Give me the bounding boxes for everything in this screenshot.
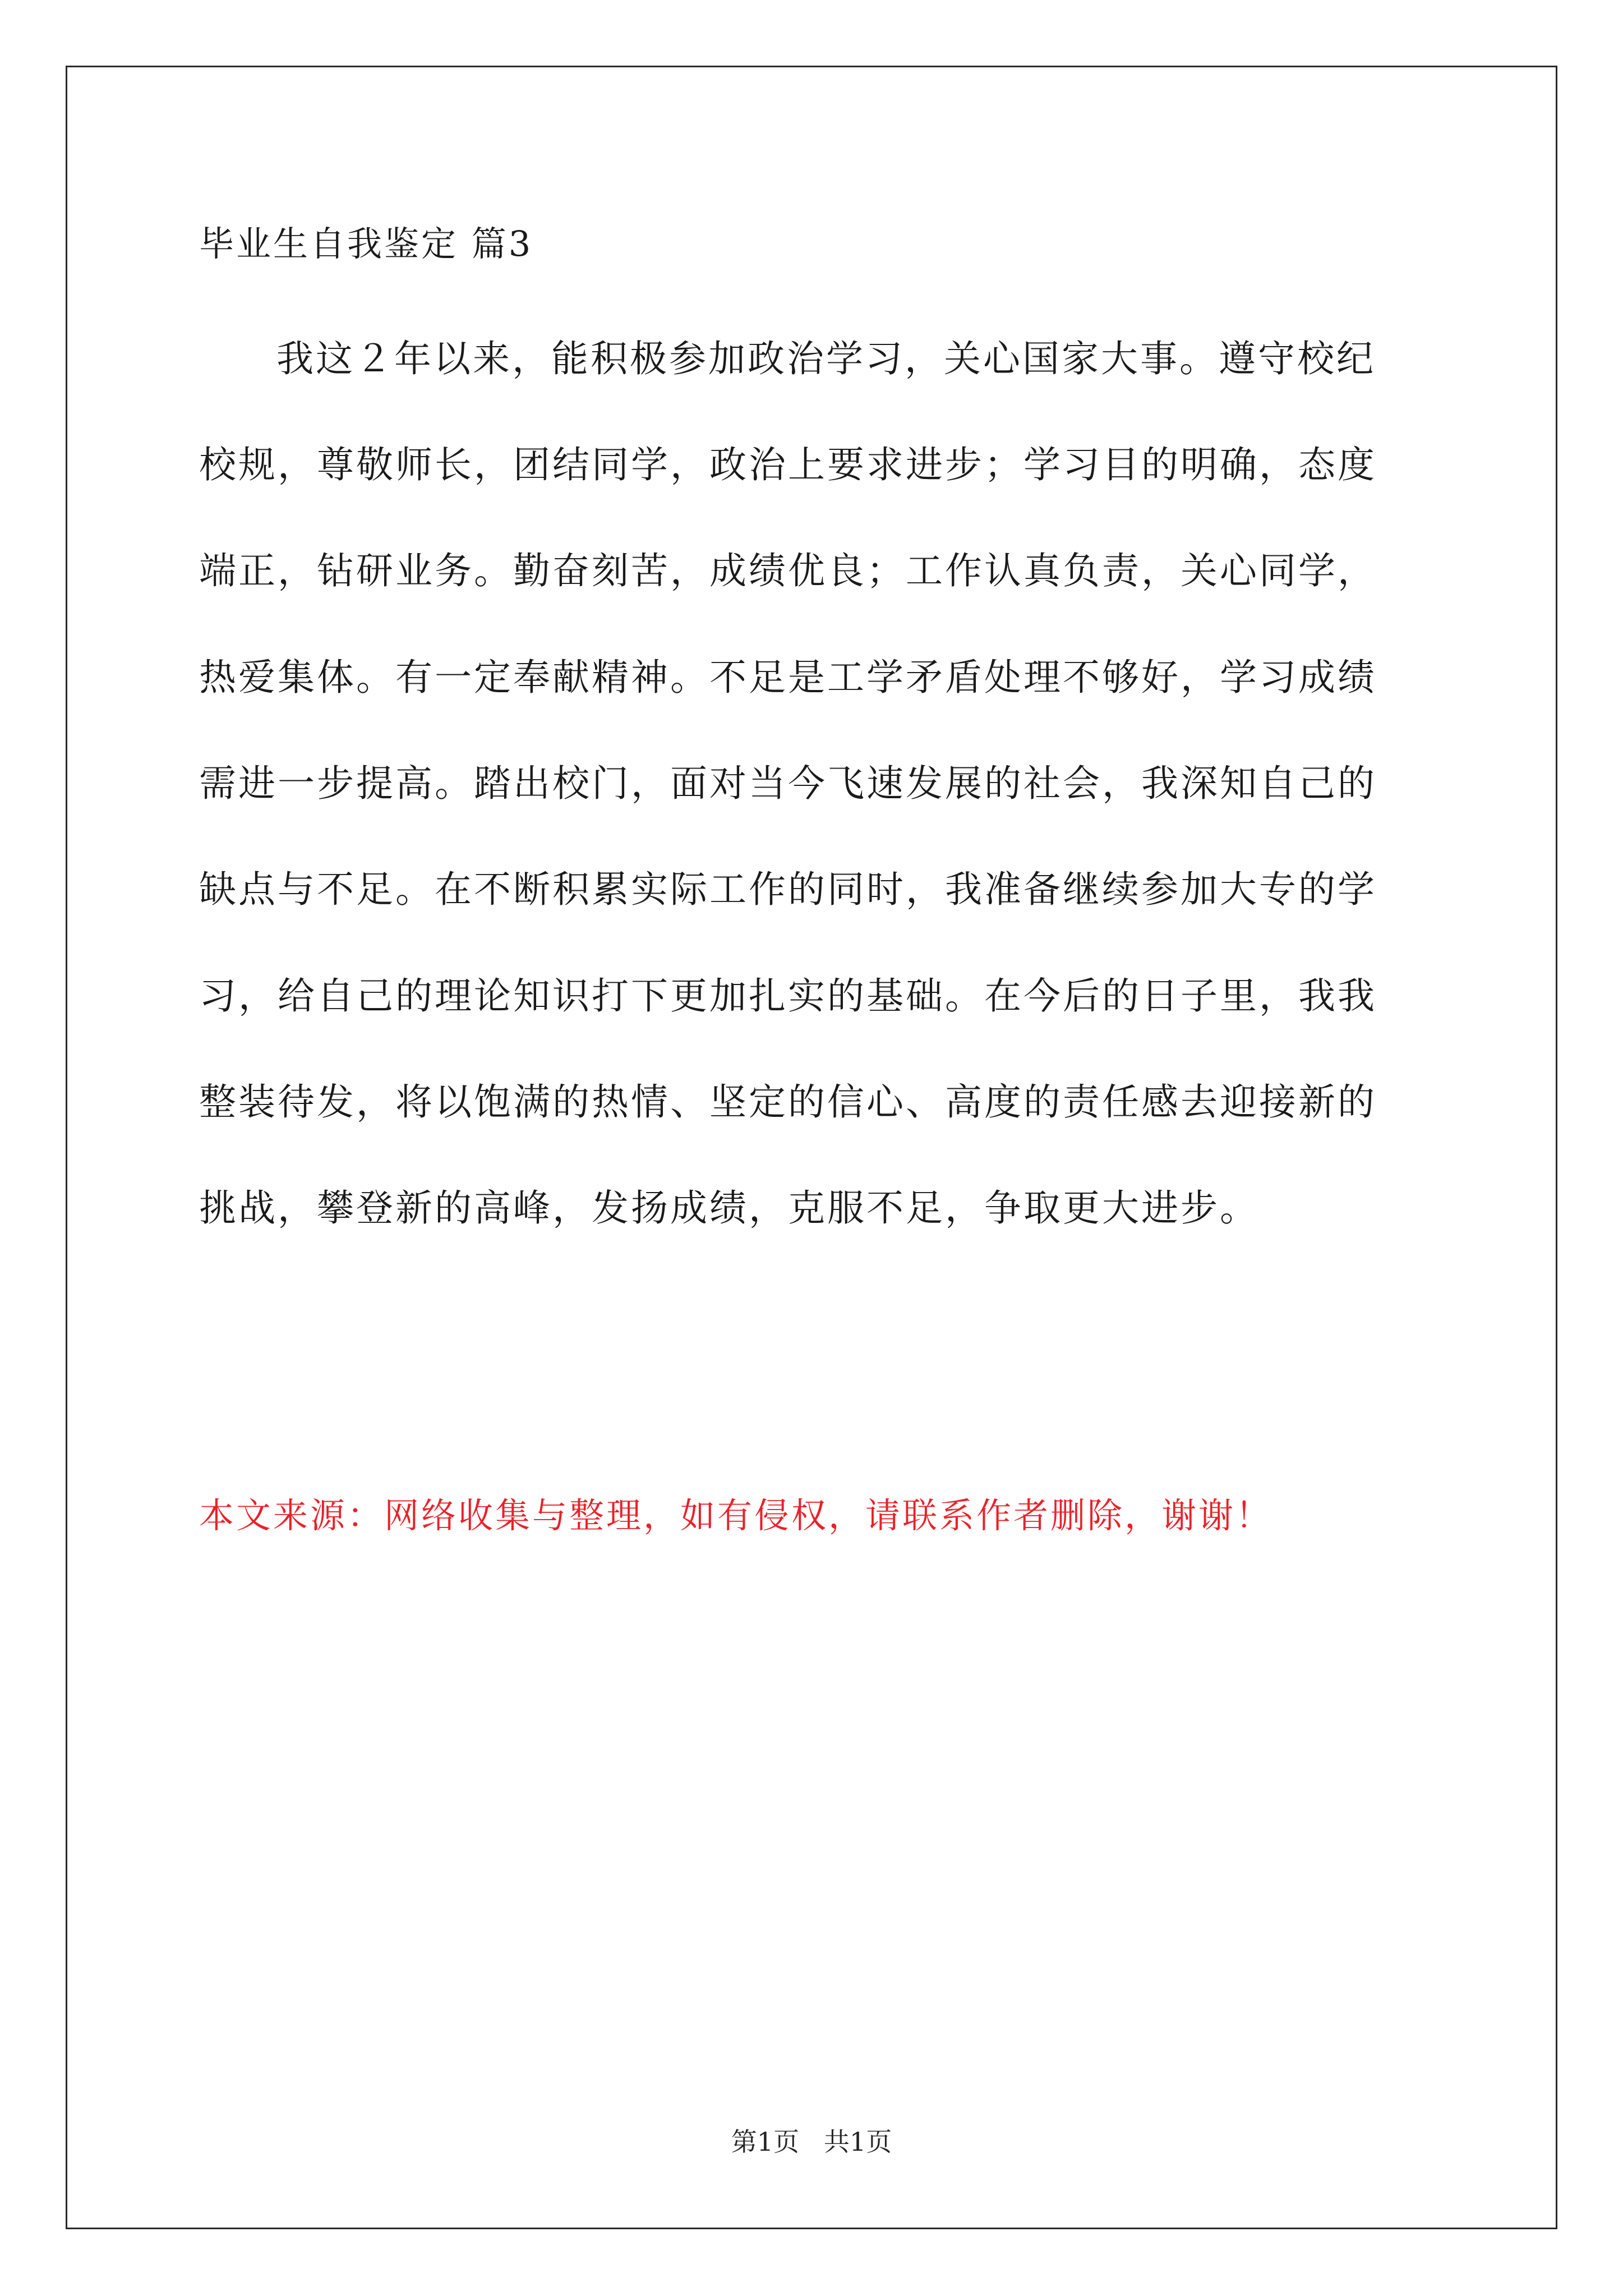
page-number-footer: 第1页 共1页 (731, 2127, 892, 2157)
paragraph-line-5: 需进一步提高。踏出校门，面对当今飞速发展的社会，我深知自己的 (199, 762, 1377, 805)
paragraph-line-4: 热爱集体。有一定奉献精神。不足是工学矛盾处理不够好，学习成绩 (199, 656, 1377, 699)
paragraph-line-6: 缺点与不足。在不断积累实际工作的同时，我准备继续参加大专的学 (199, 868, 1377, 911)
paragraph-line-2: 校规，尊敬师长，团结同学，政治上要求进步；学习目的明确，态度 (199, 443, 1377, 486)
paragraph-line-8: 整装待发，将以饱满的热情、坚定的信心、高度的责任感去迎接新的 (199, 1080, 1377, 1124)
paragraph-line-3: 端正，钻研业务。勤奋刻苦，成绩优良；工作认真负责，关心同学， (199, 549, 1377, 592)
paragraph-line-1: 我这２年以来，能积极参加政治学习，关心国家大事。遵守校纪 (276, 337, 1376, 380)
paragraph-line-7: 习，给自己的理论知识打下更加扎实的基础。在今后的日子里，我我 (199, 974, 1377, 1018)
paragraph-line-9: 挑战，攀登新的高峰，发扬成绩，克服不足，争取更大进步。 (199, 1186, 1259, 1230)
document-title: 毕业生自我鉴定 篇3 (199, 223, 533, 264)
page-border (66, 66, 1557, 2229)
source-disclaimer: 本文来源：网络收集与整理，如有侵权，请联系作者删除，谢谢！ (199, 1495, 1273, 1536)
